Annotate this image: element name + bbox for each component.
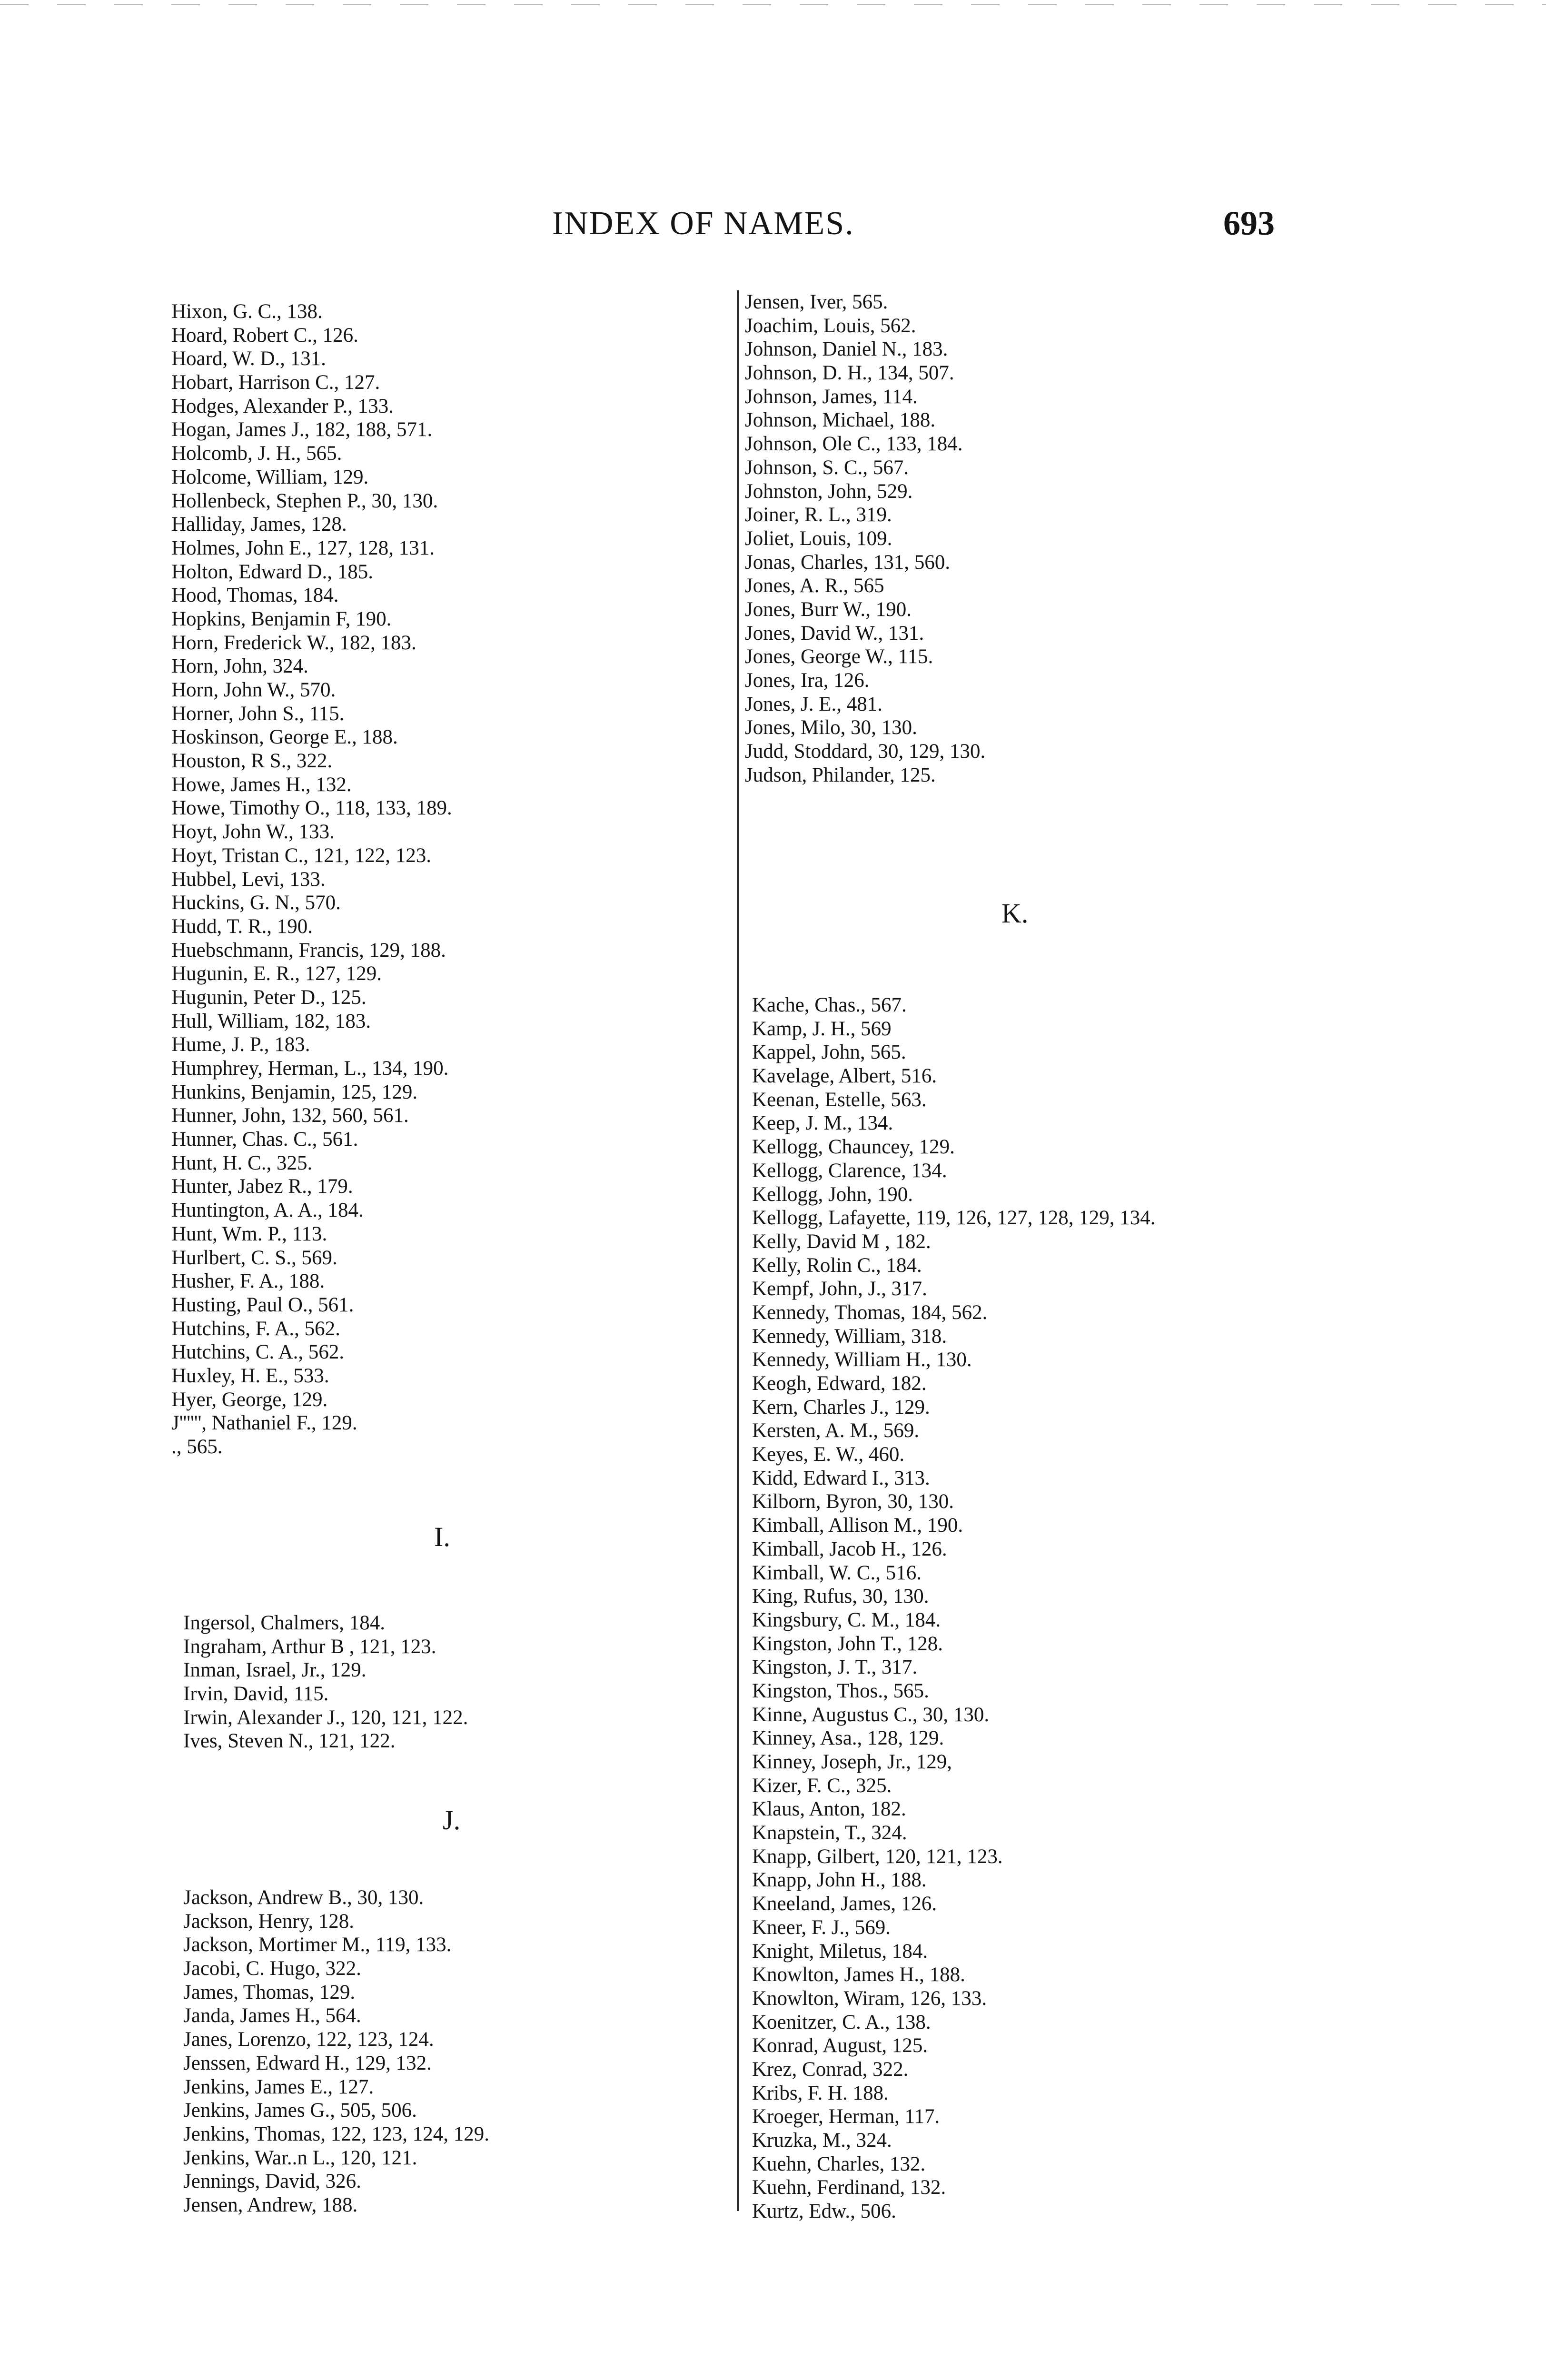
index-entry: Kache, Chas., 567.: [752, 994, 907, 1016]
index-entry: Jones, Milo, 30, 130.: [745, 716, 917, 739]
index-entry: Hubbel, Levi, 133.: [171, 868, 326, 891]
index-entry: Hugunin, E. R., 127, 129.: [171, 962, 382, 985]
index-entry: Knapp, Gilbert, 120, 121, 123.: [752, 1845, 1003, 1868]
page-edge-artifact: [0, 4, 1546, 5]
index-entry: Keep, J. M., 134.: [752, 1112, 893, 1135]
index-entry: King, Rufus, 30, 130.: [752, 1585, 929, 1608]
index-entry: Jones, Ira, 126.: [745, 669, 870, 692]
index-entry: Kribs, F. H. 188.: [752, 2082, 889, 2104]
index-entry: Kellogg, John, 190.: [752, 1183, 913, 1206]
index-entry: Kennedy, William H., 130.: [752, 1349, 972, 1371]
index-entry: Kuehn, Charles, 132.: [752, 2152, 926, 2175]
index-entry: Hoyt, John W., 133.: [171, 821, 335, 843]
index-entry: Kinney, Asa., 128, 129.: [752, 1727, 944, 1750]
index-entry: Kavelage, Albert, 516.: [752, 1065, 937, 1088]
index-entry: Huxley, H. E., 533.: [171, 1364, 329, 1387]
index-entry: Humphrey, Herman, L., 134, 190.: [171, 1057, 449, 1080]
index-entry: Hudd, T. R., 190.: [171, 915, 313, 938]
index-entry: Holmes, John E., 127, 128, 131.: [171, 536, 435, 559]
index-entry: Hogan, James J., 182, 188, 571.: [171, 418, 433, 441]
index-entry: Kinne, Augustus C., 30, 130.: [752, 1703, 990, 1726]
index-entry: Kelly, David M , 182.: [752, 1230, 931, 1253]
index-entry: Kellogg, Lafayette, 119, 126, 127, 128, 129, 134.: [752, 1207, 1156, 1230]
index-entry: Ingraham, Arthur B , 121, 123.: [183, 1635, 436, 1658]
index-entry: Jennings, David, 326.: [183, 2170, 361, 2193]
page-number: 693: [1223, 204, 1275, 242]
index-entry: Holcomb, J. H., 565.: [171, 442, 342, 465]
index-list-i: [183, 1611, 468, 1753]
index-entry: Irwin, Alexander J., 120, 121, 122.: [183, 1706, 468, 1729]
index-entry: Huntington, A. A., 184.: [171, 1199, 364, 1222]
index-entry: Kurtz, Edw., 506.: [752, 2200, 896, 2223]
index-entry: Joiner, R. L., 319.: [745, 504, 892, 526]
index-entry: Kingston, J. T., 317.: [752, 1656, 918, 1679]
index-entry: Kuehn, Ferdinand, 132.: [752, 2176, 946, 2199]
index-entry: Kneeland, James, 126.: [752, 1893, 937, 1915]
index-entry: Konrad, August, 125.: [752, 2034, 928, 2057]
index-entry: Hollenbeck, Stephen P., 30, 130.: [171, 489, 438, 512]
index-entry: Husher, F. A., 188.: [171, 1270, 325, 1293]
index-entry: Knapstein, T., 324.: [752, 1822, 907, 1844]
index-entry: Jacobi, C. Hugo, 322.: [183, 1957, 361, 1980]
index-list-j-continued: [745, 290, 985, 787]
index-entry: Jackson, Henry, 128.: [183, 1910, 355, 1933]
index-entry: Keenan, Estelle, 563.: [752, 1088, 927, 1111]
index-entry: Jones, A. R., 565: [745, 575, 884, 597]
index-entry: Huebschmann, Francis, 129, 188.: [171, 939, 446, 962]
index-entry: Jensen, Iver, 565.: [745, 291, 888, 313]
index-entry: Inman, Israel, Jr., 129.: [183, 1659, 367, 1682]
index-entry: Hutchins, F. A., 562.: [171, 1317, 340, 1340]
index-entry: Hull, William, 182, 183.: [171, 1010, 371, 1032]
index-entry: Johnson, Ole C., 133, 184.: [745, 433, 963, 456]
index-entry: J'''''', Nathaniel F., 129.: [171, 1412, 357, 1435]
index-entry: Kelly, Rolin C., 184.: [752, 1254, 922, 1277]
index-entry: Kneer, F. J., 569.: [752, 1916, 891, 1939]
index-entry: Knowlton, Wiram, 126, 133.: [752, 1987, 987, 2010]
index-entry: Kingsbury, C. M., 184.: [752, 1608, 941, 1631]
index-entry: Kingston, John T., 128.: [752, 1632, 943, 1655]
index-entry: Johnson, James, 114.: [745, 385, 918, 408]
index-list-h: [171, 300, 452, 1459]
index-entry: Kimball, W. C., 516.: [752, 1561, 922, 1584]
index-entry: Knapp, John H., 188.: [752, 1869, 927, 1892]
index-entry: Hunner, Chas. C., 561.: [171, 1128, 358, 1151]
index-entry: Horn, John W., 570.: [171, 679, 336, 701]
index-entry: Hodges, Alexander P., 133.: [171, 395, 394, 417]
index-entry: Kimball, Allison M., 190.: [752, 1514, 963, 1537]
index-entry: Ingersol, Chalmers, 184.: [183, 1612, 385, 1634]
index-entry: Hurlbert, C. S., 569.: [171, 1246, 337, 1269]
index-entry: Holcome, William, 129.: [171, 466, 369, 488]
index-entry: Jones, Burr W., 190.: [745, 598, 912, 621]
index-entry: Jonas, Charles, 131, 560.: [745, 551, 951, 574]
index-entry: Joachim, Louis, 562.: [745, 314, 916, 337]
index-entry: Kamp, J. H., 569: [752, 1017, 892, 1040]
index-entry: Kizer, F. C., 325.: [752, 1774, 892, 1797]
index-entry: Horner, John S., 115.: [171, 702, 345, 725]
index-entry: Keyes, E. W., 460.: [752, 1443, 905, 1466]
index-entry: Holton, Edward D., 185.: [171, 560, 373, 583]
column-divider: [737, 290, 739, 2211]
index-entry: Kinney, Joseph, Jr., 129,: [752, 1751, 952, 1773]
index-entry: Jenssen, Edward H., 129, 132.: [183, 2052, 432, 2074]
index-entry: Johnson, Daniel N., 183.: [745, 338, 948, 361]
index-entry: Irvin, David, 115.: [183, 1683, 329, 1706]
index-entry: Kroeger, Herman, 117.: [752, 2105, 940, 2128]
index-entry: Horn, Frederick W., 182, 183.: [171, 631, 416, 654]
index-entry: Krez, Conrad, 322.: [752, 2058, 909, 2081]
index-list-j: [183, 1886, 489, 2217]
section-letter-k: K.: [1001, 898, 1029, 929]
index-entry: Hunter, Jabez R., 179.: [171, 1175, 353, 1198]
index-entry: Hood, Thomas, 184.: [171, 584, 339, 607]
index-entry: Houston, R S., 322.: [171, 750, 333, 773]
index-entry: Hyer, George, 129.: [171, 1388, 328, 1411]
index-entry: Hoard, Robert C., 126.: [171, 324, 358, 347]
index-entry: Hixon, G. C., 138.: [171, 300, 323, 323]
index-entry: Janes, Lorenzo, 122, 123, 124.: [183, 2028, 434, 2051]
index-entry: Joliet, Louis, 109.: [745, 527, 892, 550]
index-entry: Jackson, Mortimer M., 119, 133.: [183, 1934, 452, 1956]
index-entry: Kingston, Thos., 565.: [752, 1679, 929, 1702]
index-entry: Johnson, Michael, 188.: [745, 409, 936, 432]
index-entry: Jackson, Andrew B., 30, 130.: [183, 1886, 424, 1909]
index-entry: Hutchins, C. A., 562.: [171, 1341, 345, 1364]
index-entry: Hunt, H. C., 325.: [171, 1151, 313, 1174]
index-entry: Janda, James H., 564.: [183, 2004, 361, 2027]
index-entry: Kern, Charles J., 129.: [752, 1396, 930, 1418]
index-entry: Jones, J. E., 481.: [745, 693, 883, 715]
index-entry: Howe, Timothy O., 118, 133, 189.: [171, 797, 452, 820]
index-entry: Jones, David W., 131.: [745, 622, 924, 645]
index-entry: Hopkins, Benjamin F, 190.: [171, 607, 392, 630]
index-entry: Jones, George W., 115.: [745, 645, 933, 668]
index-entry: Johnson, S. C., 567.: [745, 456, 909, 479]
section-letter-i: I.: [434, 1521, 450, 1552]
index-entry: Judson, Philander, 125.: [745, 764, 936, 786]
index-entry: Koenitzer, C. A., 138.: [752, 2011, 931, 2033]
page-title: INDEX OF NAMES.: [552, 205, 854, 242]
index-entry: Hobart, Harrison C., 127.: [171, 371, 380, 394]
index-entry: Jenkins, Thomas, 122, 123, 124, 129.: [183, 2122, 490, 2145]
index-entry: Knowlton, James H., 188.: [752, 1964, 965, 1986]
index-list-k: [752, 993, 1156, 2223]
index-entry: Horn, John, 324.: [171, 655, 308, 678]
index-entry: Hunt, Wm. P., 113.: [171, 1222, 327, 1245]
index-entry: Husting, Paul O., 561.: [171, 1293, 354, 1316]
index-entry: Jensen, Andrew, 188.: [183, 2193, 358, 2216]
index-entry: Kennedy, Thomas, 184, 562.: [752, 1301, 988, 1324]
section-letter-j: J.: [443, 1805, 461, 1835]
index-entry: Kappel, John, 565.: [752, 1041, 906, 1064]
index-entry: Hunkins, Benjamin, 125, 129.: [171, 1081, 418, 1103]
index-entry: Johnson, D. H., 134, 507.: [745, 362, 954, 385]
index-entry: Klaus, Anton, 182.: [752, 1798, 906, 1821]
index-entry: Kidd, Edward I., 313.: [752, 1467, 930, 1489]
index-entry: Kruzka, M., 324.: [752, 2129, 892, 2152]
index-entry: Hunner, John, 132, 560, 561.: [171, 1104, 409, 1127]
index-entry: Jenkins, War..n L., 120, 121.: [183, 2146, 417, 2169]
index-entry: Hoyt, Tristan C., 121, 122, 123.: [171, 844, 431, 867]
index-entry: Hoard, W. D., 131.: [171, 347, 326, 370]
index-entry: Judd, Stoddard, 30, 129, 130.: [745, 740, 986, 763]
index-entry: Kimball, Jacob H., 126.: [752, 1537, 947, 1560]
index-entry: Jenkins, James G., 505, 506.: [183, 2099, 417, 2122]
index-entry: Kellogg, Clarence, 134.: [752, 1159, 947, 1182]
index-entry: Halliday, James, 128.: [171, 513, 347, 536]
index-entry: James, Thomas, 129.: [183, 1981, 356, 2003]
index-entry: Huckins, G. N., 570.: [171, 892, 341, 914]
index-entry: Keogh, Edward, 182.: [752, 1372, 927, 1395]
index-entry: Hoskinson, George E., 188.: [171, 726, 398, 749]
index-entry: Knight, Miletus, 184.: [752, 1940, 928, 1963]
index-entry: Kennedy, William, 318.: [752, 1325, 947, 1348]
index-entry: Howe, James H., 132.: [171, 773, 352, 796]
index-entry: Kersten, A. M., 569.: [752, 1419, 920, 1442]
index-entry: Kellogg, Chauncey, 129.: [752, 1136, 955, 1159]
index-entry: Kempf, John, J., 317.: [752, 1278, 927, 1300]
index-entry: ., 565.: [171, 1436, 223, 1458]
index-entry: Hume, J. P., 183.: [171, 1033, 310, 1056]
index-entry: Kilborn, Byron, 30, 130.: [752, 1490, 954, 1513]
index-entry: Hugunin, Peter D., 125.: [171, 986, 367, 1009]
index-entry: Ives, Steven N., 121, 122.: [183, 1730, 396, 1753]
index-entry: Johnston, John, 529.: [745, 480, 913, 503]
index-entry: Jenkins, James E., 127.: [183, 2075, 374, 2098]
